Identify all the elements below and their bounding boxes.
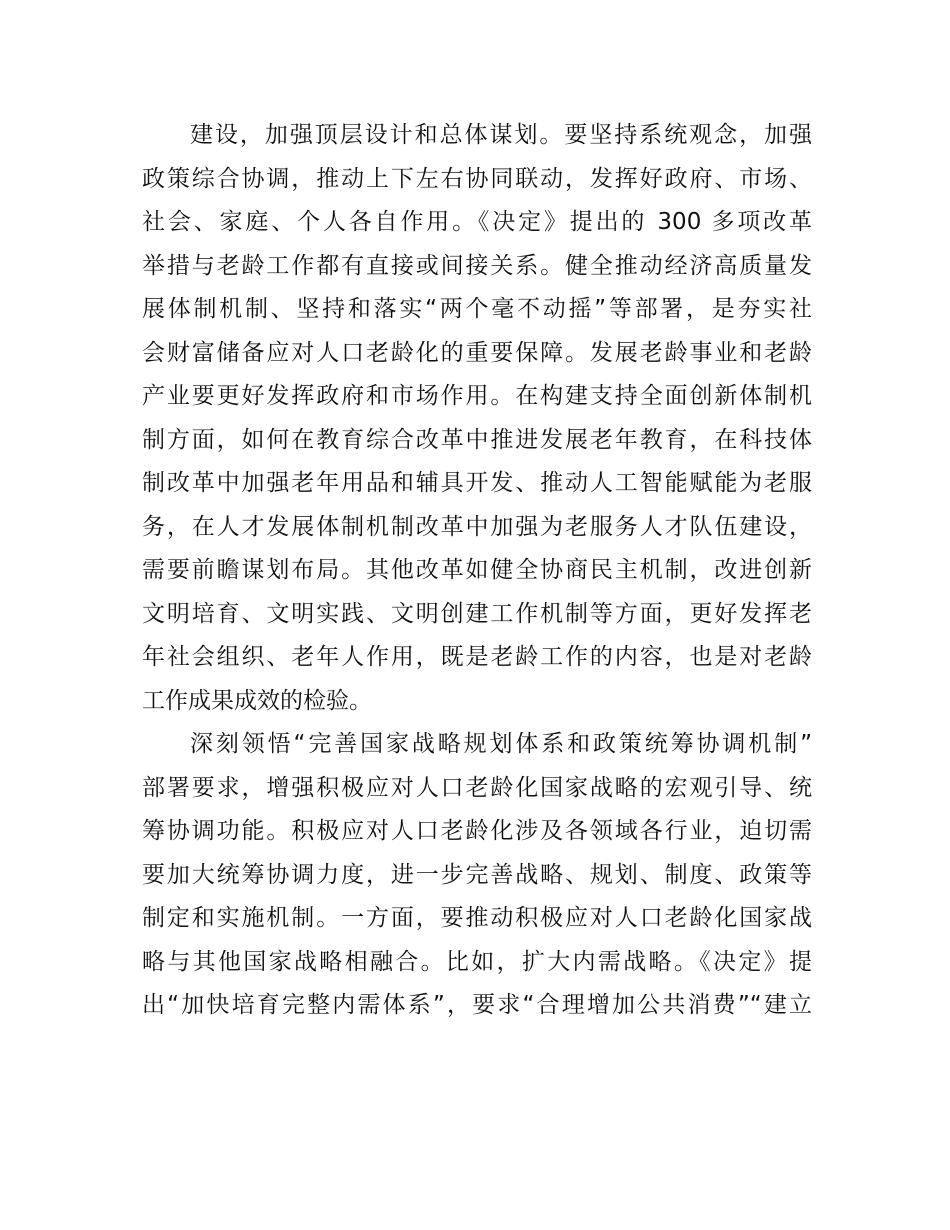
paragraph-2 (142, 723, 812, 1028)
paragraph-1 (142, 114, 812, 723)
text-line: 政策综合协调，推动上下左右协同联动，发挥好政府、市场、 (142, 165, 812, 192)
text-line: 产业要更好发挥政府和市场作用。在构建支持全面创新体制机 (142, 383, 812, 409)
text-line: 筹协调功能。积极应对人口老龄化涉及各领域各行业，迫切需 (142, 818, 812, 844)
text-line: 务，在人才发展体制机制改革中加强为老服务人才队伍建设， (142, 513, 812, 540)
text-line: 会财富储备应对人口老龄化的重要保障。发展老龄事业和老龄 (142, 339, 812, 366)
text-line: 深刻领悟“完善国家战略规划体系和政策统筹协调机制” (190, 731, 812, 757)
text-line: 制定和实施机制。一方面，要推动积极应对人口老龄化国家战 (142, 905, 812, 931)
text-line: 年社会组织、老年人作用，既是老龄工作的内容，也是对老龄 (142, 644, 812, 670)
text-line: 建设，加强顶层设计和总体谋划。要坚持系统观念，加强 (190, 122, 812, 148)
text-line: 需要前瞻谋划布局。其他改革如健全协商民主机制，改进创新 (142, 557, 812, 583)
text-line: 要加大统筹协调力度，进一步完善战略、规划、制度、政策等 (142, 861, 812, 888)
text-line: 部署要求，增强积极应对人口老龄化国家战略的宏观引导、统 (142, 774, 812, 801)
text-line: 略与其他国家战略相融合。比如，扩大内需战略。《决定》提 (142, 948, 812, 975)
text-line: 制改革中加强老年用品和辅具开发、推动人工智能赋能为老服 (142, 470, 812, 496)
text-line: 社会、家庭、个人各自作用。《决定》提出的 300 多项改革 (142, 209, 812, 235)
text-line: 出“加快培育完整内需体系”，要求“合理增加公共消费”“建立 (142, 992, 812, 1018)
text-line: 举措与老龄工作都有直接或间接关系。健全推动经济高质量发 (142, 252, 812, 279)
text-line: 工作成果成效的检验。 (142, 687, 372, 714)
text-line: 文明培育、文明实践、文明创建工作机制等方面，更好发挥老 (142, 600, 812, 627)
document-body (142, 114, 812, 1028)
text-line: 制方面，如何在教育综合改革中推进发展老年教育，在科技体 (142, 426, 812, 453)
text-line: 展体制机制、坚持和落实“两个毫不动摇”等部署，是夯实社 (142, 296, 812, 322)
